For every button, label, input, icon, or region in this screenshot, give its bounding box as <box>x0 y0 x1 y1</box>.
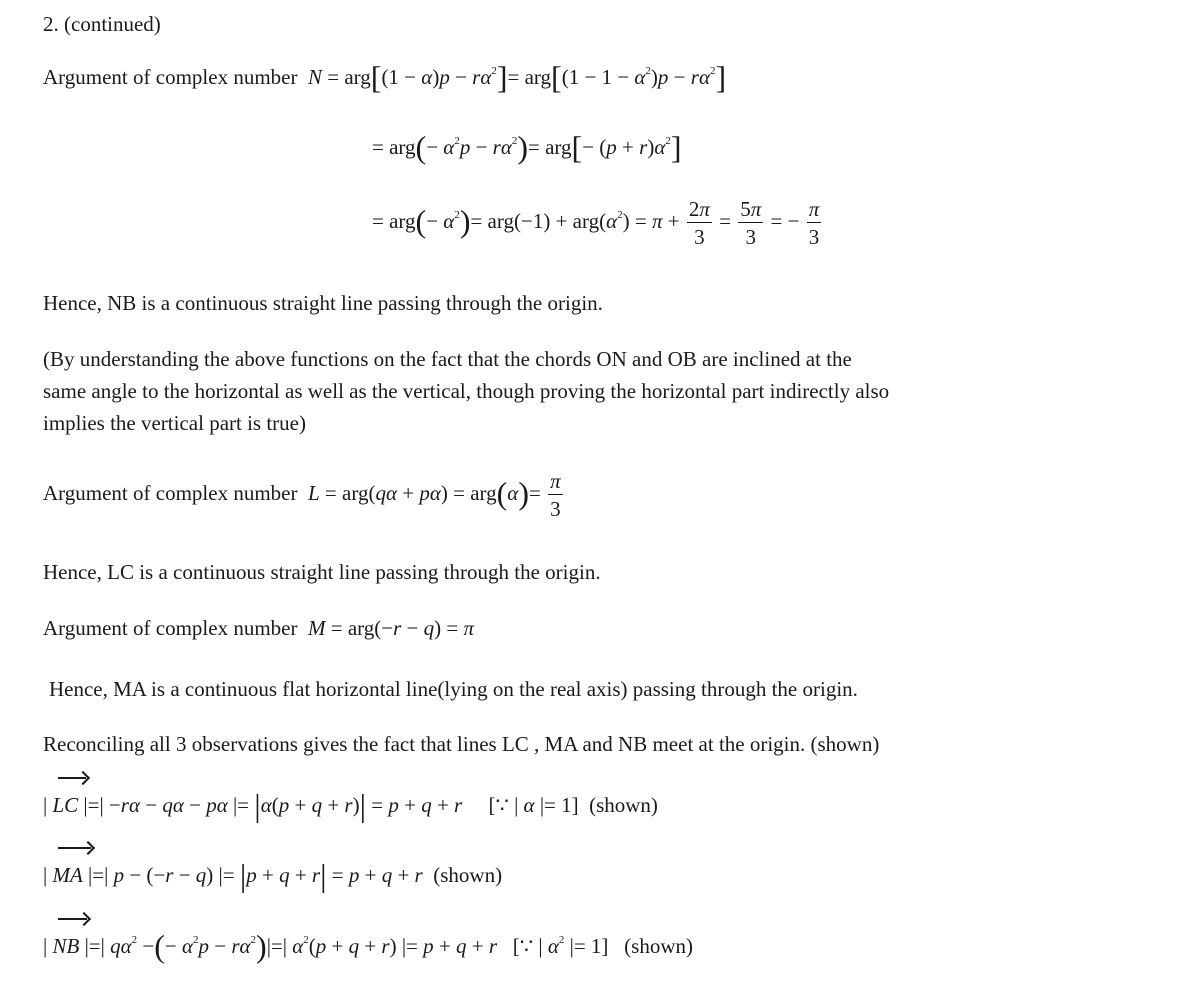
arg-n-line-3: = $arg(- \alpha^2)= arg(-1) + arg(\alpha^2) = \pi$ + $\frac{2\pi}{3}$ = $\frac{5\pi}{3}$ = − $\frac{\pi}{3}$ <box>372 197 820 250</box>
remark-line-3: implies the vertical part is true) <box>43 411 306 435</box>
arg-l-label: Argument of complex number <box>43 480 298 505</box>
arg-m-label: Argument of complex number <box>43 616 298 640</box>
magnitude-ma: | MA |=| p − (−r − q) |= |p + q + r| = p + q + r (shown) <box>43 865 502 886</box>
arg-n-label: Argument of complex number <box>43 65 298 89</box>
vector-lc: LC <box>52 795 78 816</box>
section-heading: 2. (continued) <box>43 12 161 36</box>
remark-line-2: same angle to the horizontal as well as the vertical, though proving the horizontal part indirectly also <box>43 379 890 403</box>
lc-conclusion: Hence, LC is a continuous straight line passing through the origin. <box>43 560 601 584</box>
fraction-pi-3: $\frac{\pi}{3}$ <box>808 197 820 250</box>
nb-conclusion: Hence, NB is a continuous straight line passing through the origin. <box>43 291 603 315</box>
arg-n-line-1: Argument of complex number $N = arg[(1 - \alpha)p - r\alpha^2]= arg[(1 - 1 - \alpha^2)p - r\alpha^2]$ <box>43 59 727 95</box>
fraction-pi-3-l: $\frac{\pi}{3}$ <box>550 469 561 522</box>
arg-n-line-2: = $arg(- \alpha^2p - r\alpha^2)= arg[- (p + r)\alpha^2]$ <box>372 129 682 165</box>
fraction-2pi-3: $\frac{2\pi}{3}$ <box>688 197 710 250</box>
fraction-5pi-3: $\frac{5\pi}{3}$ <box>740 197 762 250</box>
vector-ma: MA <box>52 865 82 886</box>
magnitude-nb: | NB |=| $q\alpha^2$ −(− $\alpha^2p - r\alpha^2)|=|$ $\alpha^2(p + q + r)$ |= p + q + r [∵ | $\alpha^2$ |= 1] (shown) <box>43 935 693 957</box>
reconcile-statement: Reconciling all 3 observations gives the fact that lines LC , MA and NB meet at the origin. (shown) <box>43 732 880 756</box>
vector-nb: NB <box>52 936 79 957</box>
remark-line-1: (By understanding the above functions on the fact that the chords ON and OB are inclined at the <box>43 347 852 371</box>
magnitude-lc: | LC |=| −rα − qα − pα |= |α(p + q + r)| = p + q + r [∵ | α |= 1] (shown) <box>43 795 658 816</box>
ma-conclusion: Hence, MA is a continuous flat horizontal line(lying on the real axis) passing through the origin. <box>49 677 858 701</box>
arg-l-line: Argument of complex number L = arg(qα + pα) = arg(α)= $\frac{\pi}{3}$ <box>43 469 561 522</box>
arg-m-line: Argument of complex number M = arg(−r − q) = π <box>43 616 475 640</box>
